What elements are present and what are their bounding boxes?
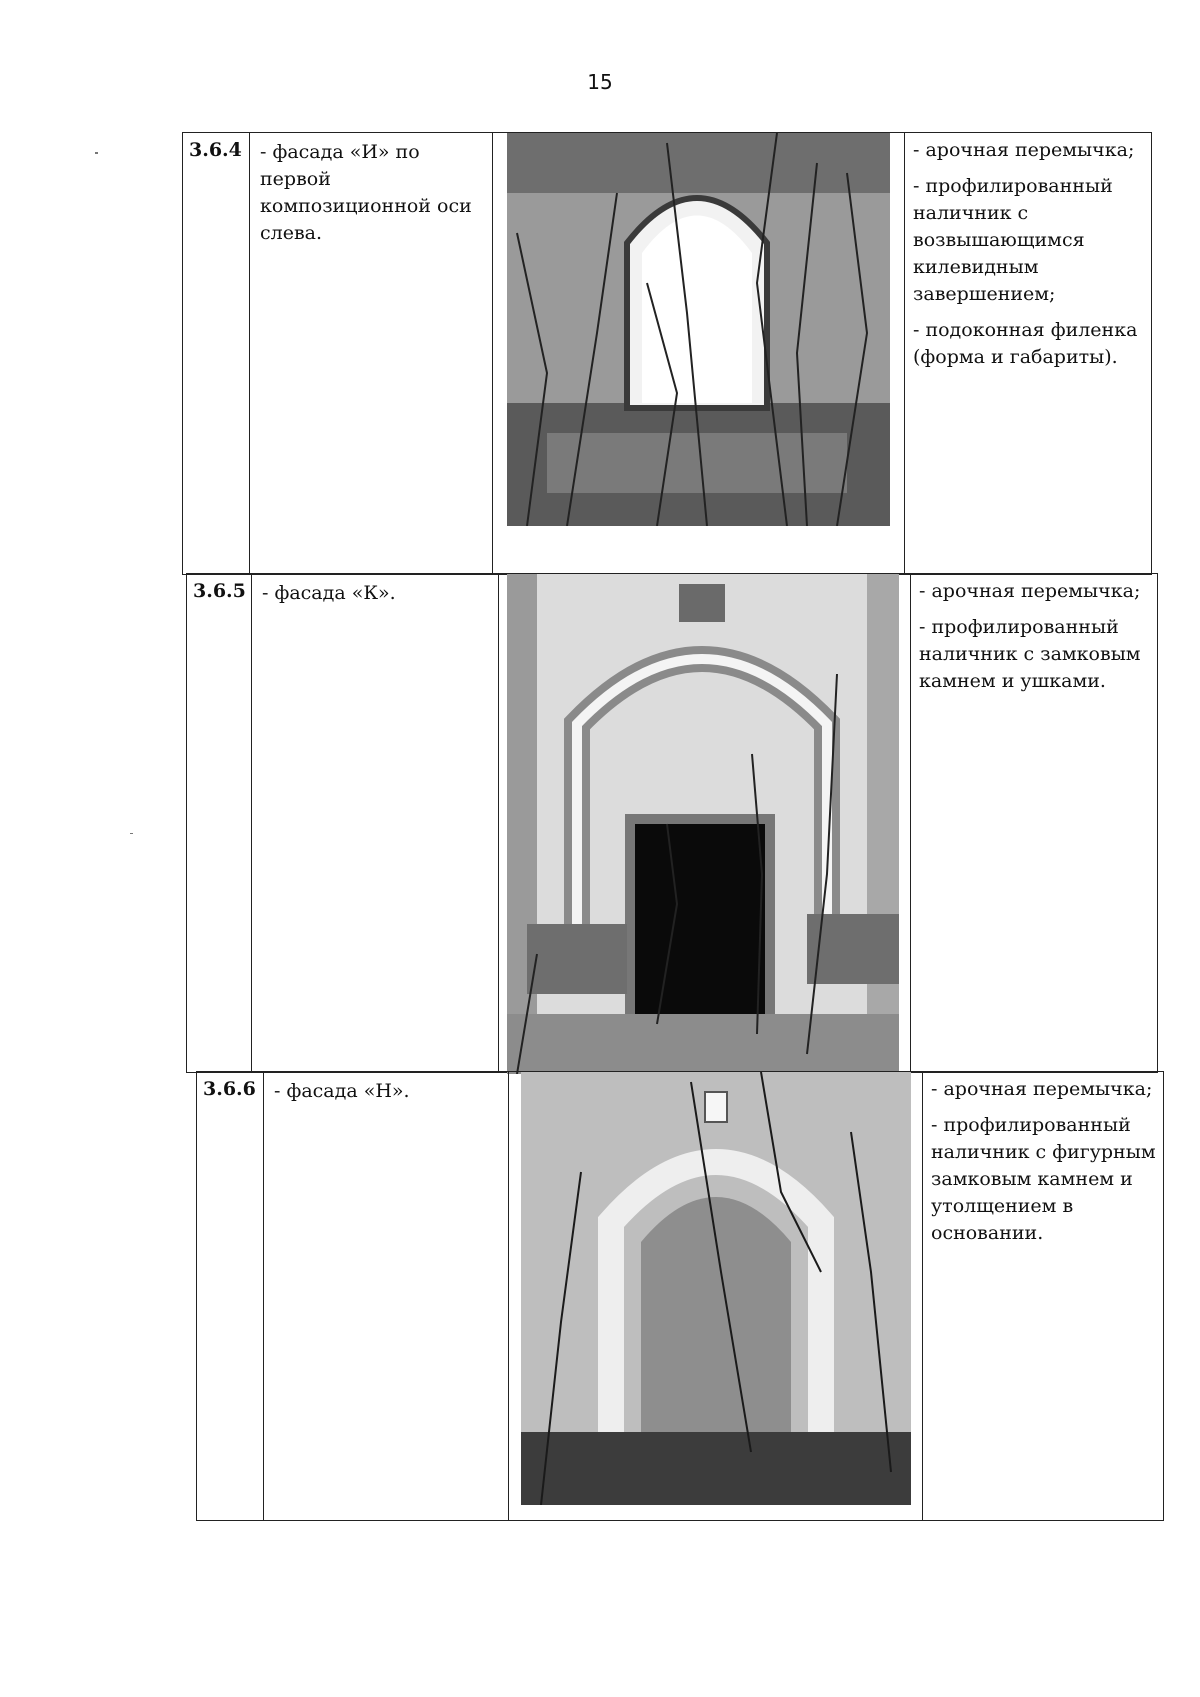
feature-item: - подоконная филенка (форма и габариты).	[913, 319, 1138, 368]
feature-item: - арочная перемычка;	[931, 1078, 1153, 1100]
feature-item: - профилированный наличник с фигурным замковым камнем и утолщением в основании.	[931, 1114, 1156, 1244]
feature-item: - профилированный наличник с возвышающимся килевидным завершением;	[913, 175, 1113, 305]
row-description: - фасада «Н».	[263, 1072, 508, 1520]
table-row	[186, 573, 1158, 1073]
table-row	[196, 1071, 1164, 1521]
features-cell	[910, 574, 1157, 1072]
row-description: - фасада «К».	[251, 574, 498, 1072]
row-number: 3.6.5	[193, 580, 246, 602]
scan-speck	[95, 152, 98, 154]
feature-item: - профилированный наличник с замковым камнем и ушками.	[919, 616, 1141, 692]
row-number: 3.6.6	[203, 1078, 256, 1100]
photo-cell	[492, 133, 904, 574]
row-description: - фасада «И» по первой композиционной оси слева.	[249, 133, 492, 574]
scan-speck	[130, 833, 133, 834]
features-cell	[904, 133, 1151, 574]
facade-photo	[521, 1072, 911, 1505]
row-number: 3.6.4	[189, 139, 242, 161]
feature-item: - арочная перемычка;	[919, 580, 1141, 602]
page-number: 15	[587, 70, 613, 94]
photo-cell	[508, 1072, 922, 1520]
facade-photo	[507, 574, 899, 1074]
photo-cell	[498, 574, 910, 1072]
facade-photo	[507, 133, 890, 526]
features-cell	[922, 1072, 1163, 1520]
table-row	[182, 132, 1152, 575]
feature-item: - арочная перемычка;	[913, 139, 1135, 161]
